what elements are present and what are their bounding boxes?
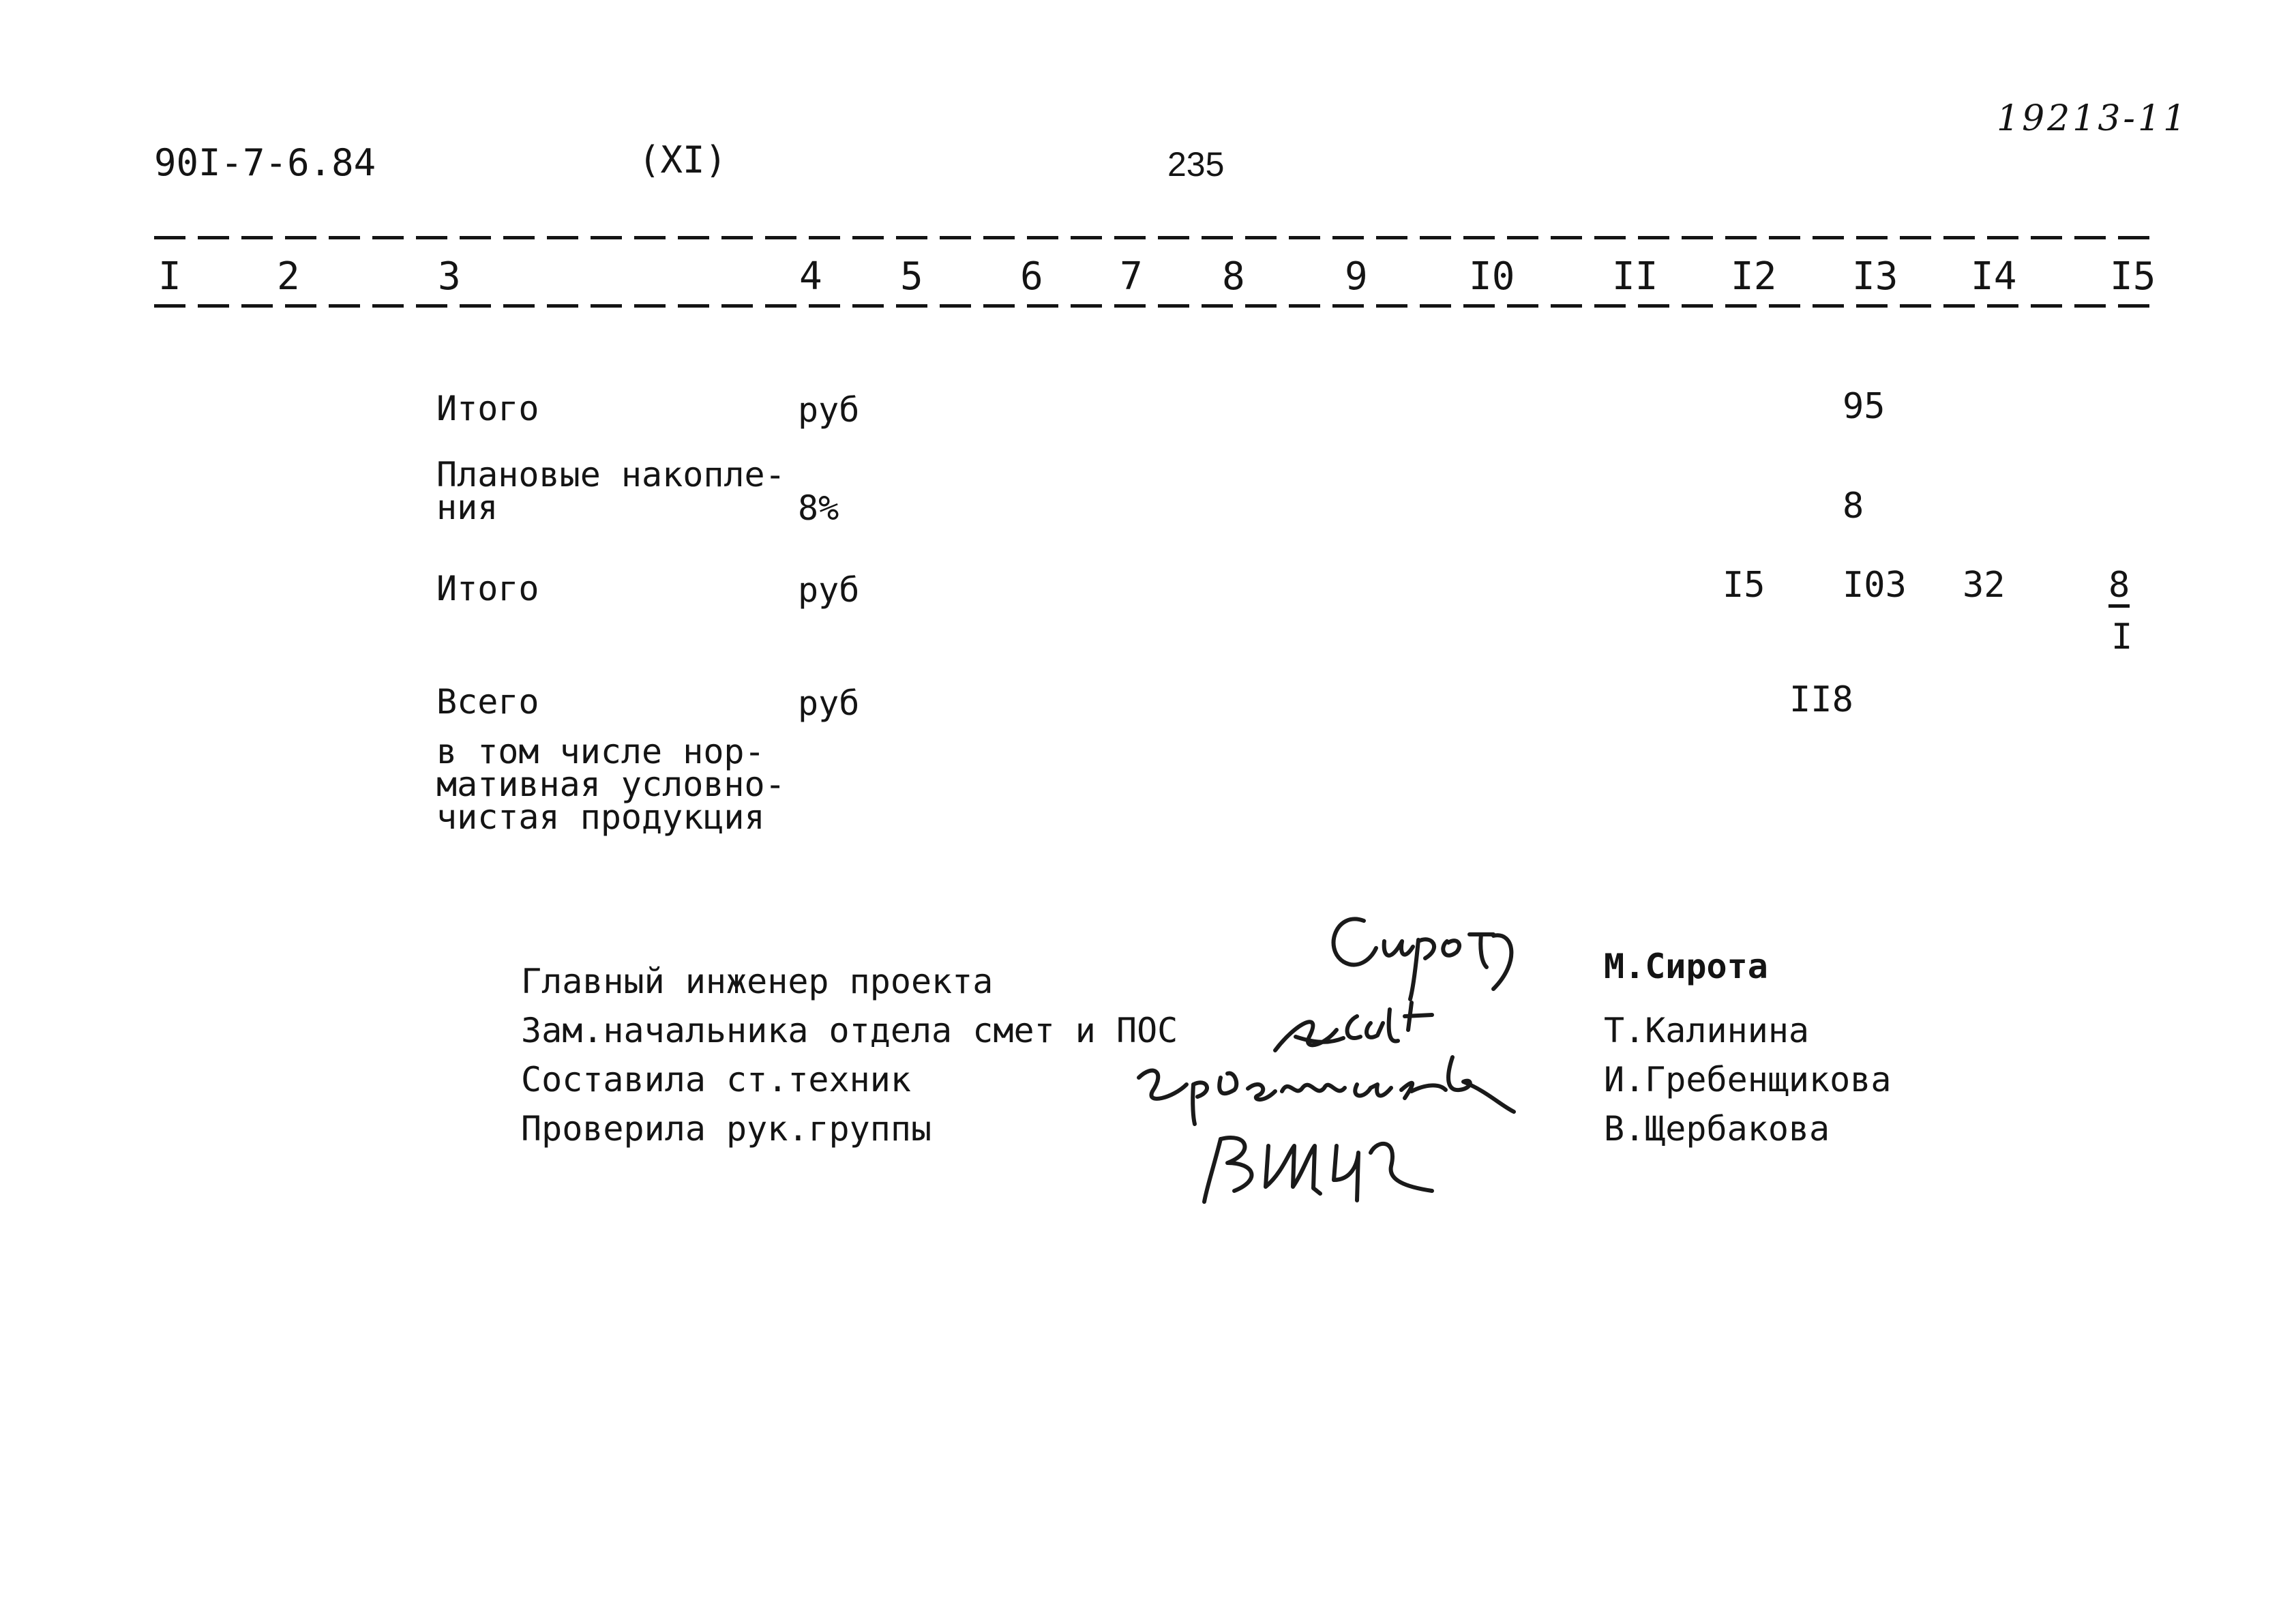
row-unit-percent: 8% (798, 488, 839, 528)
signature-sirota (1323, 907, 1527, 1003)
archive-stamp: 19213-11 (1997, 98, 2189, 139)
value-col13: I03 (1843, 565, 1907, 606)
column-number: I5 (2110, 254, 2156, 299)
signatory-name: М.Сирота (1604, 947, 1768, 986)
signatory-name: Т.Калинина (1604, 1011, 1810, 1050)
column-number: I4 (1971, 254, 2017, 299)
signature-grebenschikova (1132, 1050, 1521, 1125)
column-number: 8 (1222, 254, 1245, 299)
value-total: II8 (1789, 679, 1853, 720)
label-line: чистая продукция (436, 797, 765, 837)
column-number: 6 (1020, 254, 1043, 299)
signatory-role: Составила ст.техник (521, 1060, 911, 1099)
signatory-role: Зам.начальника отдела смет и ПОС (521, 1011, 1178, 1050)
table-header-rule-bottom (154, 304, 2153, 308)
value-col15-numerator: 8 (2108, 567, 2130, 608)
column-number: 9 (1345, 254, 1368, 299)
section-number: (XI) (638, 138, 728, 181)
row-label-including (436, 732, 786, 837)
row-label-itogo: Итого (436, 389, 539, 428)
column-number: II (1612, 254, 1658, 299)
signatory-role: Проверила рук.группы (521, 1109, 932, 1149)
table-header-rule-top (154, 236, 2153, 239)
page-number: 235 (1167, 145, 1225, 183)
signatory-role: Главный инженер проекта (521, 962, 994, 1001)
signatory-name: И.Гребенщикова (1604, 1060, 1892, 1099)
row-unit: руб (798, 683, 860, 723)
label-line: в том числе нор- (436, 732, 765, 771)
value-col14: 32 (1963, 565, 2006, 606)
column-number: I2 (1731, 254, 1777, 299)
column-number: 2 (277, 254, 300, 299)
label-line: мативная условно- (436, 765, 786, 804)
column-number: 7 (1120, 254, 1143, 299)
column-number: 5 (900, 254, 923, 299)
column-number: I0 (1469, 254, 1515, 299)
row-label-total: Всего (436, 682, 539, 722)
document-code: 90I-7-6.84 (154, 141, 376, 184)
column-number: I (158, 254, 181, 299)
column-number: I3 (1852, 254, 1898, 299)
row-label-itogo: Итого (436, 569, 539, 608)
row-unit: руб (798, 390, 860, 430)
row-label-planned-savings (436, 455, 786, 527)
signature-scherbakova (1200, 1125, 1452, 1207)
value-col12: I5 (1723, 565, 1765, 606)
value-col13: 8 (1843, 486, 1864, 527)
column-number: 3 (438, 254, 461, 299)
value-col15-denominator: I (2111, 617, 2133, 657)
label-line: ния (436, 488, 498, 527)
value-col13: 95 (1843, 386, 1885, 427)
label-line: Плановые накопле- (436, 455, 786, 494)
row-unit: руб (798, 570, 860, 610)
signatory-name: В.Щербакова (1604, 1109, 1830, 1149)
column-number: 4 (799, 254, 822, 299)
